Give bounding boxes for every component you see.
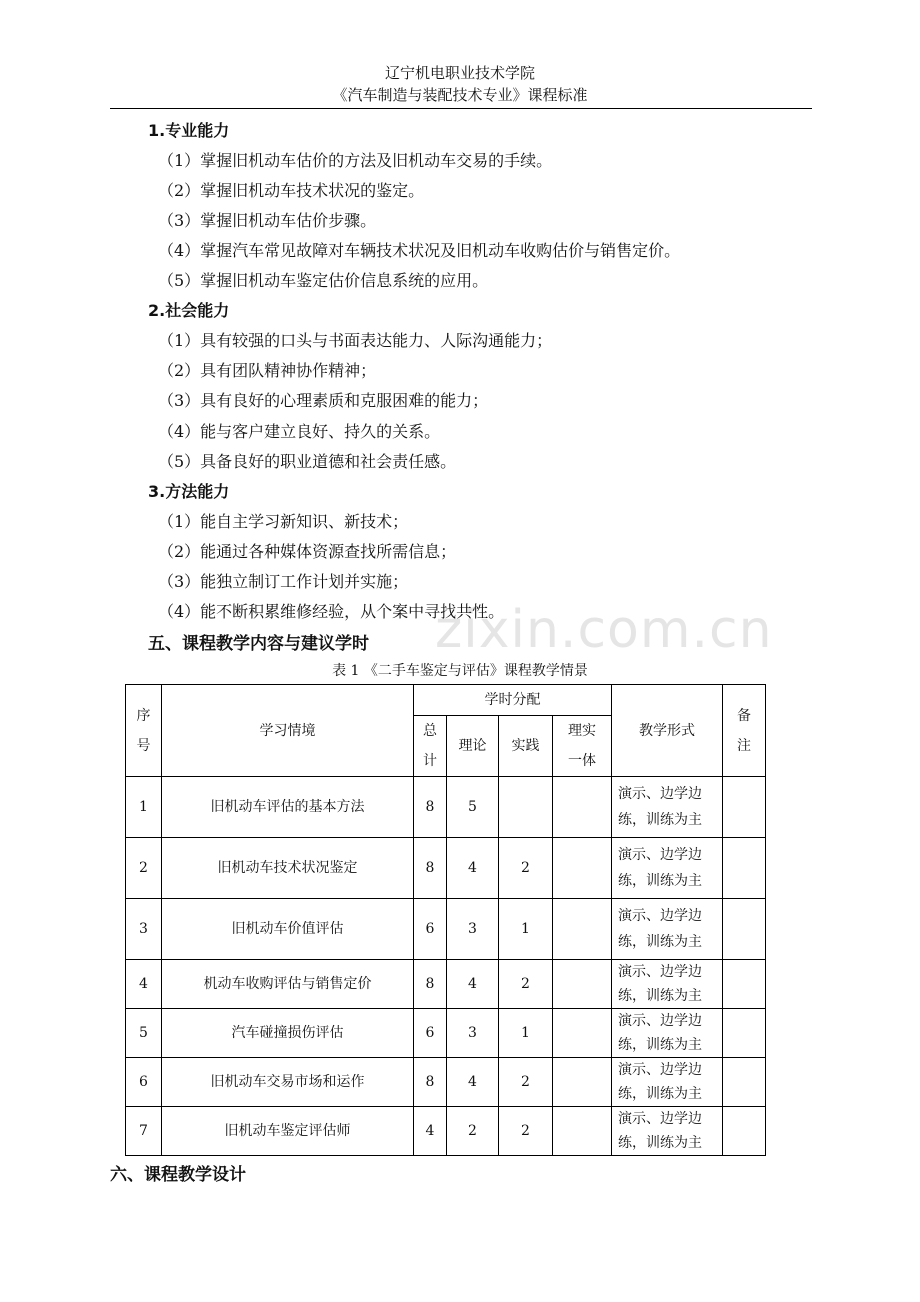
header-hours: 学时分配: [414, 685, 612, 716]
cell-total: 8: [414, 838, 447, 899]
cell-total: 8: [414, 960, 447, 1009]
cell-practice: 1: [499, 899, 553, 960]
cell-theory: 4: [447, 960, 499, 1009]
header-seq-text: 序号: [136, 707, 151, 754]
cell-seq: 6: [126, 1058, 162, 1107]
list-item: （3）具有良好的心理素质和克服困难的能力；: [158, 391, 489, 410]
table-row: [126, 1009, 766, 1058]
list-item: （3）能独立制订工作计划并实施；: [158, 572, 409, 591]
list-item: （2）掌握旧机动车技术状况的鉴定。: [158, 181, 425, 200]
cell-remark: [723, 899, 766, 960]
cell-seq: 2: [126, 838, 162, 899]
section-social-title: 2.社会能力: [148, 301, 230, 320]
heading-section-5: 五、课程教学内容与建议学时: [148, 634, 369, 654]
cell-form: 演示、边学边练，训练为主: [612, 838, 723, 899]
cell-seq: 7: [126, 1107, 162, 1156]
cell-integrated: [553, 899, 612, 960]
header-total-text: 总计: [423, 723, 437, 769]
cell-integrated: [553, 1009, 612, 1058]
cell-practice: 1: [499, 1009, 553, 1058]
cell-situation: 旧机动车评估的基本方法: [162, 777, 414, 838]
table-row: [126, 899, 766, 960]
header-total: [414, 716, 447, 777]
list-item: （3）掌握旧机动车估价步骤。: [158, 211, 377, 230]
heading-section-6: 六、课程教学设计: [110, 1165, 246, 1185]
list-item: （2）具有团队精神协作精神；: [158, 361, 377, 380]
table-row: [126, 960, 766, 1009]
cell-seq: 3: [126, 899, 162, 960]
cell-total: 6: [414, 1009, 447, 1058]
cell-theory: 3: [447, 1009, 499, 1058]
cell-seq: 5: [126, 1009, 162, 1058]
watermark: zixin.com.cn: [435, 600, 773, 660]
header-remark-text: 备注: [737, 707, 751, 754]
cell-form: 演示、边学边练，训练为主: [612, 1009, 723, 1058]
header-institution: 辽宁机电职业技术学院: [384, 64, 535, 82]
cell-total: 8: [414, 1058, 447, 1107]
list-item: （5）具备良好的职业道德和社会责任感。: [158, 452, 457, 471]
cell-remark: [723, 838, 766, 899]
cell-form: 演示、边学边练，训练为主: [612, 899, 723, 960]
list-item: （5）掌握旧机动车鉴定估价信息系统的应用。: [158, 271, 489, 290]
cell-seq: 1: [126, 777, 162, 838]
cell-remark: [723, 1107, 766, 1156]
cell-situation: 汽车碰撞损伤评估: [162, 1009, 414, 1058]
header-theory: 理论: [447, 716, 499, 777]
cell-theory: 4: [447, 838, 499, 899]
cell-theory: 4: [447, 1058, 499, 1107]
table-row: [126, 777, 766, 838]
list-item: （2）能通过各种媒体资源查找所需信息；: [158, 542, 457, 561]
header-practice: 实践: [499, 716, 553, 777]
cell-practice: 2: [499, 960, 553, 1009]
cell-integrated: [553, 777, 612, 838]
cell-seq: 4: [126, 960, 162, 1009]
cell-practice: 2: [499, 1058, 553, 1107]
list-item: （4）能与客户建立良好、持久的关系。: [158, 422, 441, 441]
header-seq: [126, 685, 162, 777]
cell-practice: 2: [499, 1107, 553, 1156]
list-item: （4）掌握汽车常见故障对车辆技术状况及旧机动车收购估价与销售定价。: [158, 241, 681, 260]
cell-integrated: [553, 1107, 612, 1156]
cell-theory: 3: [447, 899, 499, 960]
header-form: 教学形式: [612, 685, 723, 777]
cell-integrated: [553, 960, 612, 1009]
cell-remark: [723, 777, 766, 838]
list-item: （1）掌握旧机动车估价的方法及旧机动车交易的手续。: [158, 151, 553, 170]
cell-form: 演示、边学边练，训练为主: [612, 960, 723, 1009]
cell-theory: 2: [447, 1107, 499, 1156]
cell-theory: 5: [447, 777, 499, 838]
section-professional-title: 1.专业能力: [148, 121, 230, 140]
cell-form: 演示、边学边练，训练为主: [612, 1107, 723, 1156]
header-integrated: [553, 716, 612, 777]
cell-situation: 旧机动车价值评估: [162, 899, 414, 960]
list-item: （4）能不断积累维修经验，从个案中寻找共性。: [158, 602, 505, 621]
header-remark: [723, 685, 766, 777]
table-row: [126, 1058, 766, 1107]
section-method-title: 3.方法能力: [148, 482, 230, 501]
cell-situation: 旧机动车鉴定评估师: [162, 1107, 414, 1156]
cell-situation: 机动车收购评估与销售定价: [162, 960, 414, 1009]
cell-situation: 旧机动车交易市场和运作: [162, 1058, 414, 1107]
table-row: [126, 838, 766, 899]
cell-integrated: [553, 1058, 612, 1107]
header-rule: [110, 108, 812, 109]
cell-practice: [499, 777, 553, 838]
header-course-standard: 《汽车制造与装配技术专业》课程标准: [332, 86, 588, 104]
cell-practice: 2: [499, 838, 553, 899]
cell-total: 4: [414, 1107, 447, 1156]
header-situation: 学习情境: [162, 685, 414, 777]
list-item: （1）具有较强的口头与书面表达能力、人际沟通能力；: [158, 331, 553, 350]
table-row: [126, 1107, 766, 1156]
cell-total: 6: [414, 899, 447, 960]
cell-remark: [723, 960, 766, 1009]
course-table: [125, 684, 766, 1156]
cell-form: 演示、边学边练，训练为主: [612, 777, 723, 838]
cell-integrated: [553, 838, 612, 899]
cell-form: 演示、边学边练，训练为主: [612, 1058, 723, 1107]
header-integrated-text: 理实一体: [568, 723, 596, 769]
cell-remark: [723, 1009, 766, 1058]
cell-remark: [723, 1058, 766, 1107]
list-item: （1）能自主学习新知识、新技术；: [158, 512, 409, 531]
table-caption: 表 1 《二手车鉴定与评估》课程教学情景: [332, 663, 588, 679]
cell-total: 8: [414, 777, 447, 838]
page-header: [0, 62, 920, 106]
cell-situation: 旧机动车技术状况鉴定: [162, 838, 414, 899]
